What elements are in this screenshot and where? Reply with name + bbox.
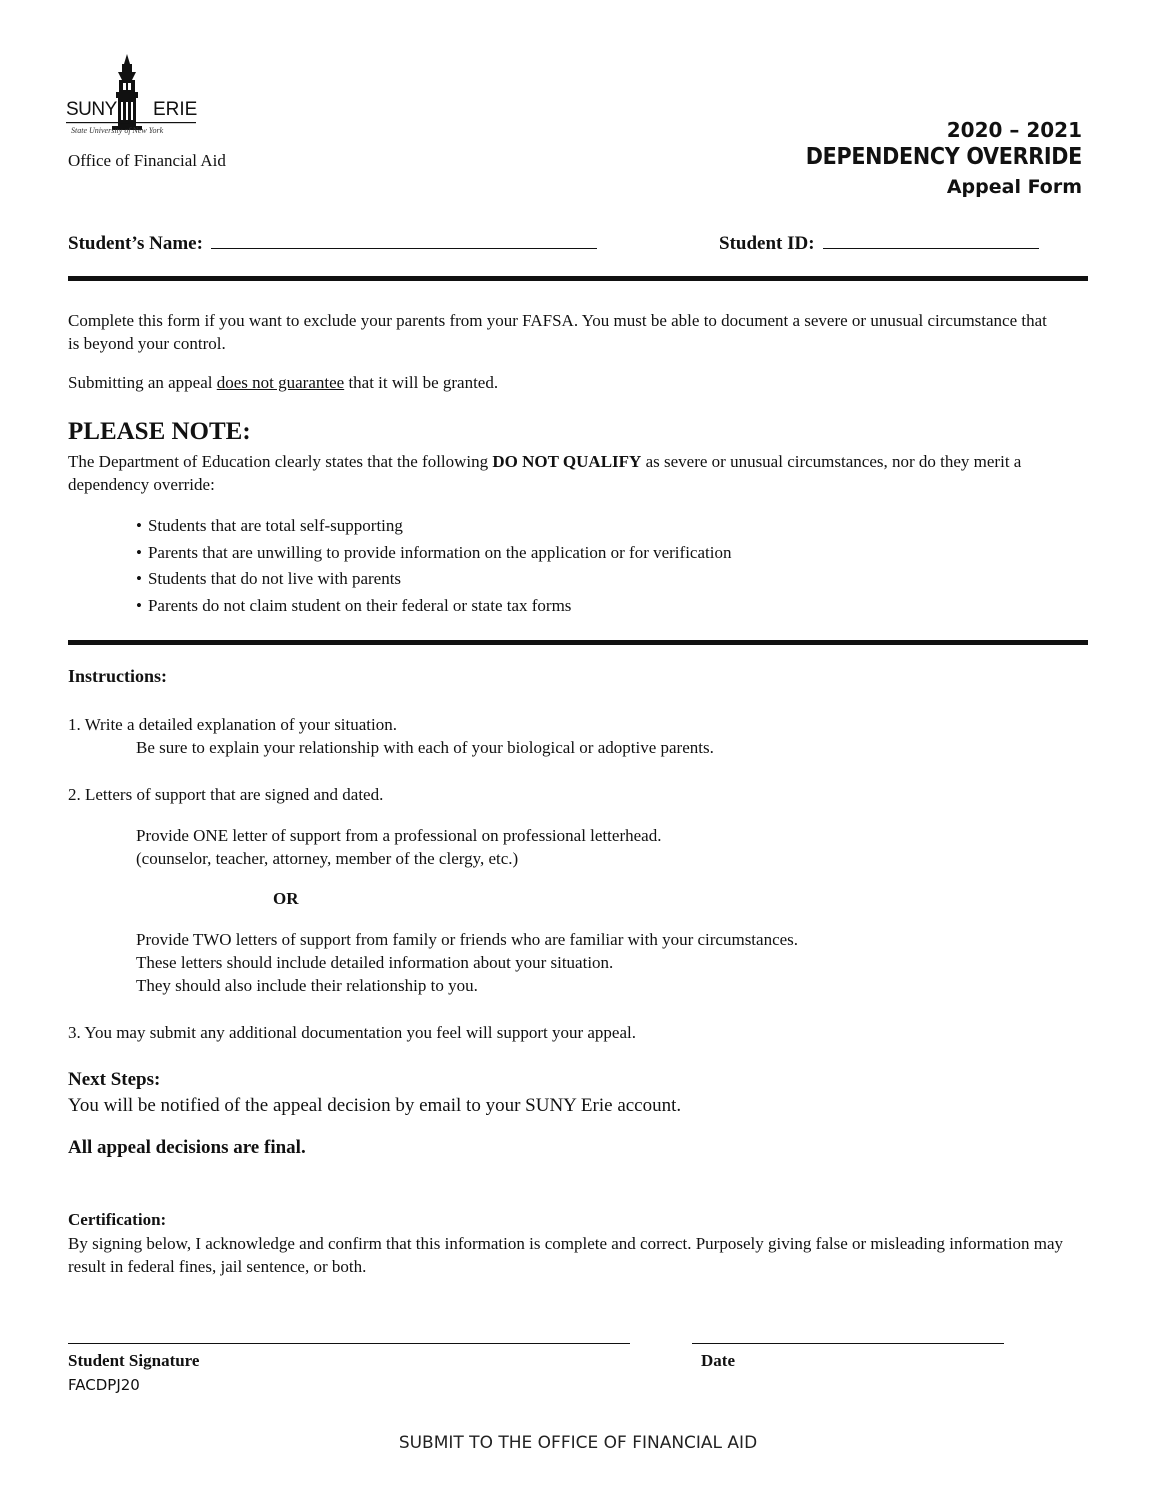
guarantee-text-before: Submitting an appeal <box>68 373 217 392</box>
student-name-line[interactable] <box>211 230 597 249</box>
form-year: 2020 – 2021 <box>946 118 1082 142</box>
student-id-field <box>719 230 1039 255</box>
disqualifier-list <box>136 513 731 619</box>
note-paragraph <box>68 450 1088 496</box>
section-divider <box>68 276 1088 281</box>
instruction-step-2: 2. Letters of support that are signed and dated. <box>68 785 384 804</box>
instruction-step-3: 3. You may submit any additional documentation you feel will support your appeal. <box>68 1023 636 1042</box>
note-text-after: as severe or unusual circumstances, nor do they merit a dependency override: <box>68 452 1022 494</box>
suny-erie-logo <box>66 52 206 140</box>
submit-instruction: SUBMIT TO THE OFFICE OF FINANCIAL AID <box>398 1433 758 1453</box>
guarantee-text-after: that it will be granted. <box>344 373 499 392</box>
date-label: Date <box>701 1351 735 1370</box>
date-line[interactable] <box>692 1343 1004 1344</box>
signature-line[interactable] <box>68 1343 630 1344</box>
guarantee-text-underlined: does not guarantee <box>216 373 345 392</box>
certification-text: By signing below, I acknowledge and confirm that this information is complete and correct. Purposely giving false or misleading information may result in federal fines, jail sentence, or both. <box>68 1234 1064 1276</box>
student-signature-label: Student Signature <box>68 1351 200 1370</box>
list-item: • Students that do not live with parents <box>136 566 731 593</box>
logo-tagline: State University of New York <box>71 126 164 135</box>
next-steps-heading: Next Steps: <box>68 1069 161 1090</box>
step-2-option-a-line-1: Provide ONE letter of support from a professional on professional letterhead. <box>136 826 662 845</box>
step-2-option-b-line-3: They should also include their relationship to you. <box>136 976 478 995</box>
step-2-option-b-line-2: These letters should include detailed information about your situation. <box>136 953 614 972</box>
section-divider <box>68 640 1088 645</box>
step-2-option-b-line-1: Provide TWO letters of support from family or friends who are familiar with your circumstances. <box>136 930 799 949</box>
student-id-line[interactable] <box>823 230 1039 249</box>
certification-heading: Certification: <box>68 1210 167 1229</box>
appeal-guarantee-note <box>68 371 498 394</box>
student-name-label: Student’s Name: <box>68 233 203 254</box>
form-subtitle: Appeal Form <box>946 176 1082 198</box>
instruction-step-1-detail: Be sure to explain your relationship with each of your biological or adoptive parents. <box>136 738 714 757</box>
next-steps-text: You will be notified of the appeal decision by email to your SUNY Erie account. <box>68 1095 682 1116</box>
logo-suny-text: SUNY <box>66 99 117 120</box>
please-note-heading: PLEASE NOTE: <box>68 418 251 445</box>
list-item: • Students that are total self-supporting <box>136 513 731 540</box>
logo-erie-text: ERIE <box>153 99 198 120</box>
instruction-step-1: 1. Write a detailed explanation of your situation. <box>68 715 397 734</box>
note-text-bold: DO NOT QUALIFY <box>492 452 642 471</box>
or-separator: OR <box>273 889 299 908</box>
list-item: • Parents that are unwilling to provide information on the application or for verification <box>136 540 731 567</box>
form-title: DEPENDENCY OVERRIDE <box>805 144 1082 170</box>
office-name: Office of Financial Aid <box>68 151 226 170</box>
instructions-heading: Instructions: <box>68 666 168 686</box>
student-id-label: Student ID: <box>719 233 815 254</box>
list-item: • Parents do not claim student on their federal or state tax forms <box>136 593 731 620</box>
decisions-final-note: All appeal decisions are final. <box>68 1137 306 1158</box>
note-text-before: The Department of Education clearly states that the following <box>68 452 493 471</box>
step-2-option-a-line-2: (counselor, teacher, attorney, member of the clergy, etc.) <box>136 849 519 868</box>
form-code: FACDPJ20 <box>68 1376 140 1394</box>
student-name-field <box>68 230 597 255</box>
intro-paragraph: Complete this form if you want to exclude your parents from your FAFSA. You must be able to document a severe or unusual circumstance that is beyond your control. <box>68 311 1047 353</box>
